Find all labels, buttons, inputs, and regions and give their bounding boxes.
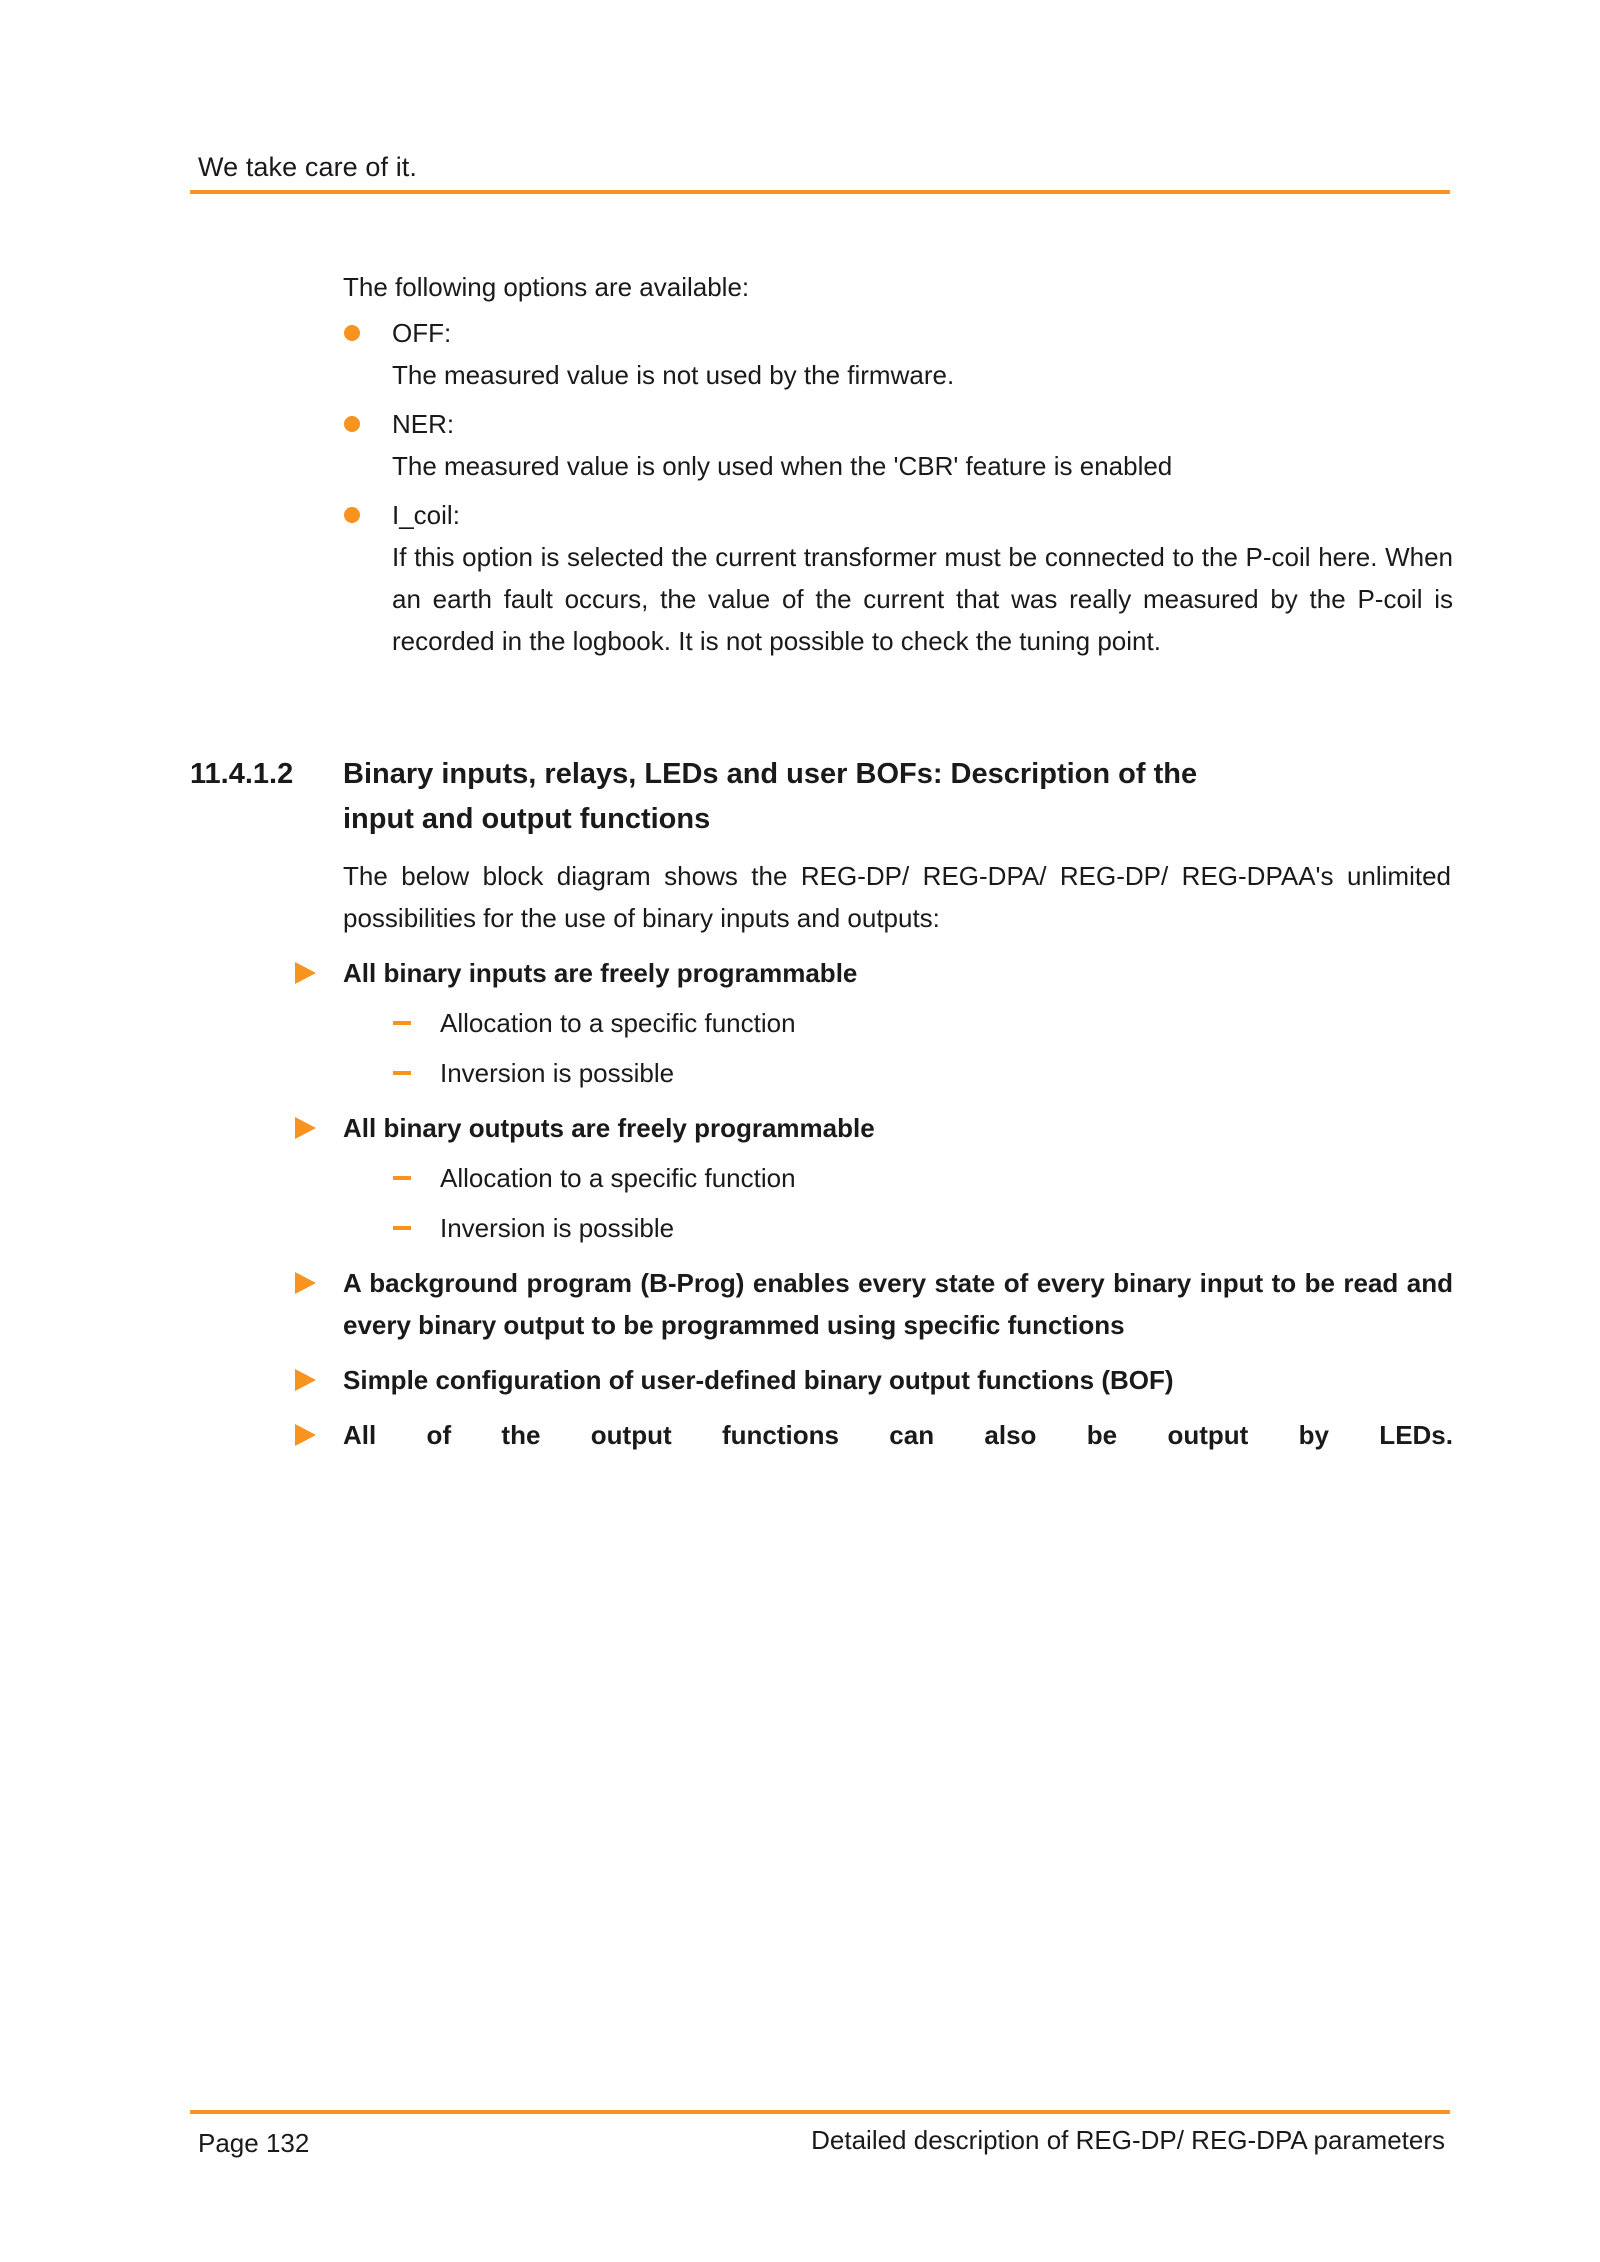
section-paragraph: The below block diagram shows the REG-DP/ REG-DPA/ REG-DP/ REG-DPAA's unlimited possibilities for the use of binary inputs and outputs: [343,861,1451,933]
orange-dot-icon [344,507,360,523]
list-item-feature-inputs [295,952,1453,1094]
orange-triangle-arrow-icon [295,1369,316,1391]
sub-list-item [343,1157,1453,1199]
sub-item-text: Inversion is possible [440,1213,675,1243]
orange-dash-icon [393,1071,411,1075]
list-item-feature-bof [295,1359,1453,1401]
header-divider [190,190,1450,194]
section-number: 11.4.1.2 [190,758,294,790]
sub-item-text: Allocation to a specific function [440,1163,796,1193]
list-item-feature-leds [295,1414,1453,1456]
footer-divider [190,2110,1450,2114]
list-item-option-ner [343,403,1453,487]
sub-list-item [343,1207,1453,1249]
sub-list [343,1002,1453,1094]
option-label: OFF: [392,318,452,348]
orange-triangle-arrow-icon [295,962,316,984]
sub-list-item [343,1052,1453,1094]
orange-triangle-arrow-icon [295,1117,316,1139]
section-title: Binary inputs, relays, LEDs and user BOFs: Description of the input and output functions [343,758,1198,835]
feature-text: A background program (B-Prog) enables every state of every binary input to be read and every binary output to be programmed using specific functions [343,1268,1453,1340]
option-description: The measured value is not used by the firmware. [392,360,955,390]
running-footer-title: Detailed description of REG-DP/ REG-DPA parameters [811,2125,1445,2155]
option-label: I_coil: [392,500,460,530]
option-label: NER: [392,409,455,439]
orange-triangle-arrow-icon [295,1272,316,1294]
orange-dash-icon [393,1021,411,1025]
list-item-feature-bprog [295,1262,1453,1346]
orange-dash-icon [393,1226,411,1230]
running-header: We take care of it. [198,152,417,182]
feature-text: All binary inputs are freely programmable [343,958,858,988]
orange-dot-icon [344,325,360,341]
option-description: If this option is selected the current transformer must be connected to the P-coil here. When an earth fault occurs, the value of the current that was really measured by the P-coil is recorded in the logbook. It is not possible to check the tuning point. [392,542,1453,656]
sub-list-item [343,1002,1453,1044]
feature-text: Simple configuration of user-defined binary output functions (BOF) [343,1365,1174,1395]
feature-text: All binary outputs are freely programmable [343,1113,875,1143]
orange-triangle-arrow-icon [295,1424,316,1446]
options-intro: The following options are available: [343,272,750,302]
sub-list [343,1157,1453,1249]
page-number: Page 132 [198,2128,310,2158]
options-list [343,312,1453,669]
sub-item-text: Allocation to a specific function [440,1008,796,1038]
list-item-option-off [343,312,1453,396]
option-description: The measured value is only used when the 'CBR' feature is enabled [392,451,1173,481]
feature-text: All of the output functions can also be output by LEDs. [343,1420,1453,1450]
list-item-feature-outputs [295,1107,1453,1249]
sub-item-text: Inversion is possible [440,1058,675,1088]
features-list [295,952,1453,1469]
orange-dot-icon [344,416,360,432]
list-item-option-icoil [343,494,1453,662]
orange-dash-icon [393,1176,411,1180]
